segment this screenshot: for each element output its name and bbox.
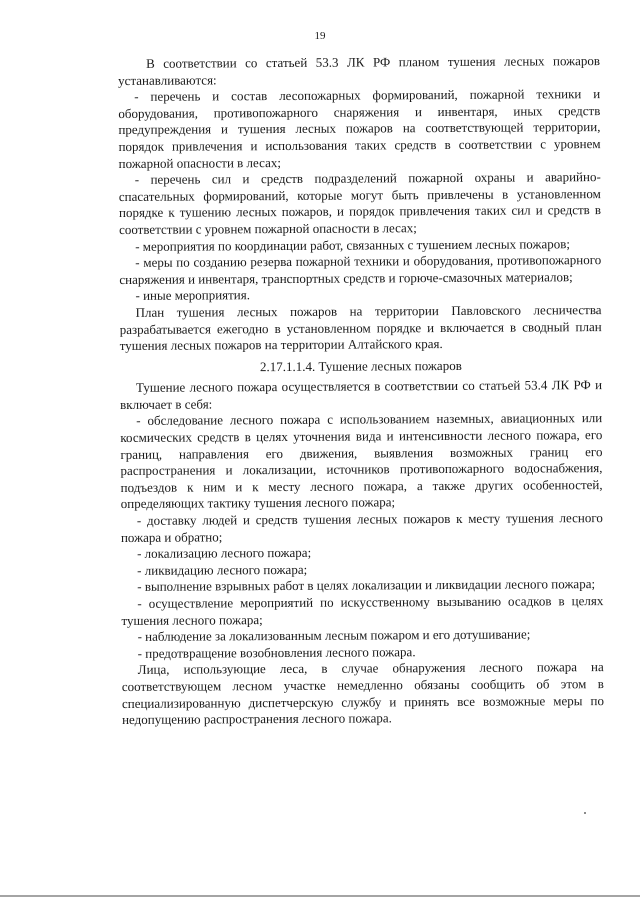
paragraph: - предотвращение возобновления лесного пожара.	[137, 643, 416, 661]
paragraph: - доставку людей и средств тушения лесных пожаров к месту тушения лесного пожара и обратно;	[120, 510, 603, 545]
paragraph: - меры по созданию резерва пожарной техники и оборудования, противопожарного снаряжения и инвентаря, транспортных средств и горюче-смазочных материалов;	[119, 252, 602, 287]
page-number: 19	[314, 30, 326, 42]
paragraph: - наблюдение за локализованным лесным пожаром и его дотушивание;	[137, 626, 531, 645]
fire-suppression-section	[120, 377, 604, 728]
paragraph: - мероприятия по координации работ, связанных с тушением лесных пожаров;	[135, 235, 570, 254]
paragraph: - локализацию лесного пожара;	[136, 545, 312, 562]
scan-edge-line	[0, 895, 640, 897]
paragraph: - перечень сил и средств подразделений пожарной охраны и аварийно-спасательных формирований, которые могут быть привлечены в установленном порядке к тушению лесных пожаров, и порядок привлечения таких сил и средств в соответствии с уровнем пожарной опасности в лесах;	[118, 169, 601, 237]
section-heading: 2.17.1.1.4. Тушение лесных пожаров	[259, 357, 462, 374]
paragraph: - ликвидацию лесного пожара;	[137, 561, 308, 578]
paragraph: Тушение лесного пожара осуществляется в соответствии со статьей 53.4 ЛК РФ и включает в себя:	[120, 377, 603, 412]
paragraph: - иные мероприятия.	[135, 287, 251, 304]
page-content	[118, 53, 604, 729]
paragraph: Лица, использующие леса, в случае обнаружения лесного пожара на соответствующем лесном участке немедленно обязаны сообщить об этом в специализированную диспетчерскую службу и принять все возможные меры по недопущению распространения лесного пожара.	[121, 659, 604, 728]
paragraph: - осуществление мероприятий по искусственному вызыванию осадков в целях тушения лесного пожара;	[121, 593, 604, 628]
paragraph: - перечень и состав лесопожарных формирований, пожарной техники и оборудования, противопожарного снаряжения и инвентаря, иных средств предупреждения и тушения лесных пожаров на соответствующей территории, порядок привлечения и использования таких средств в соответствии с уровнем пожарной опасности в лесах;	[118, 86, 601, 171]
paragraph: В соответствии со статьей 53.3 ЛК РФ планом тушения лесных пожаров устанавливаются:	[118, 53, 601, 88]
plan-requirements-section	[118, 53, 602, 355]
paragraph: - обследование лесного пожара с использованием наземных, авиационных или космических средств в целях уточнения вида и интенсивности лесного пожара, его границ, направления его движения, выявления возможных границ его распространения и локализации, источников противопожарного водоснабжения, подъездов к ним и к месту лесного пожара, а также других особенностей, определяющих тактику тушения лесного пожара;	[120, 410, 603, 512]
scan-speck	[584, 812, 586, 814]
paragraph: План тушения лесных пожаров на территории Павловского лесничества разрабатывается ежегодно в установленном порядке и включается в сводный план тушения лесных пожаров на территории Алтайского края.	[119, 301, 602, 354]
paragraph: - выполнение взрывных работ в целях локализации и ликвидации лесного пожара;	[137, 576, 596, 595]
